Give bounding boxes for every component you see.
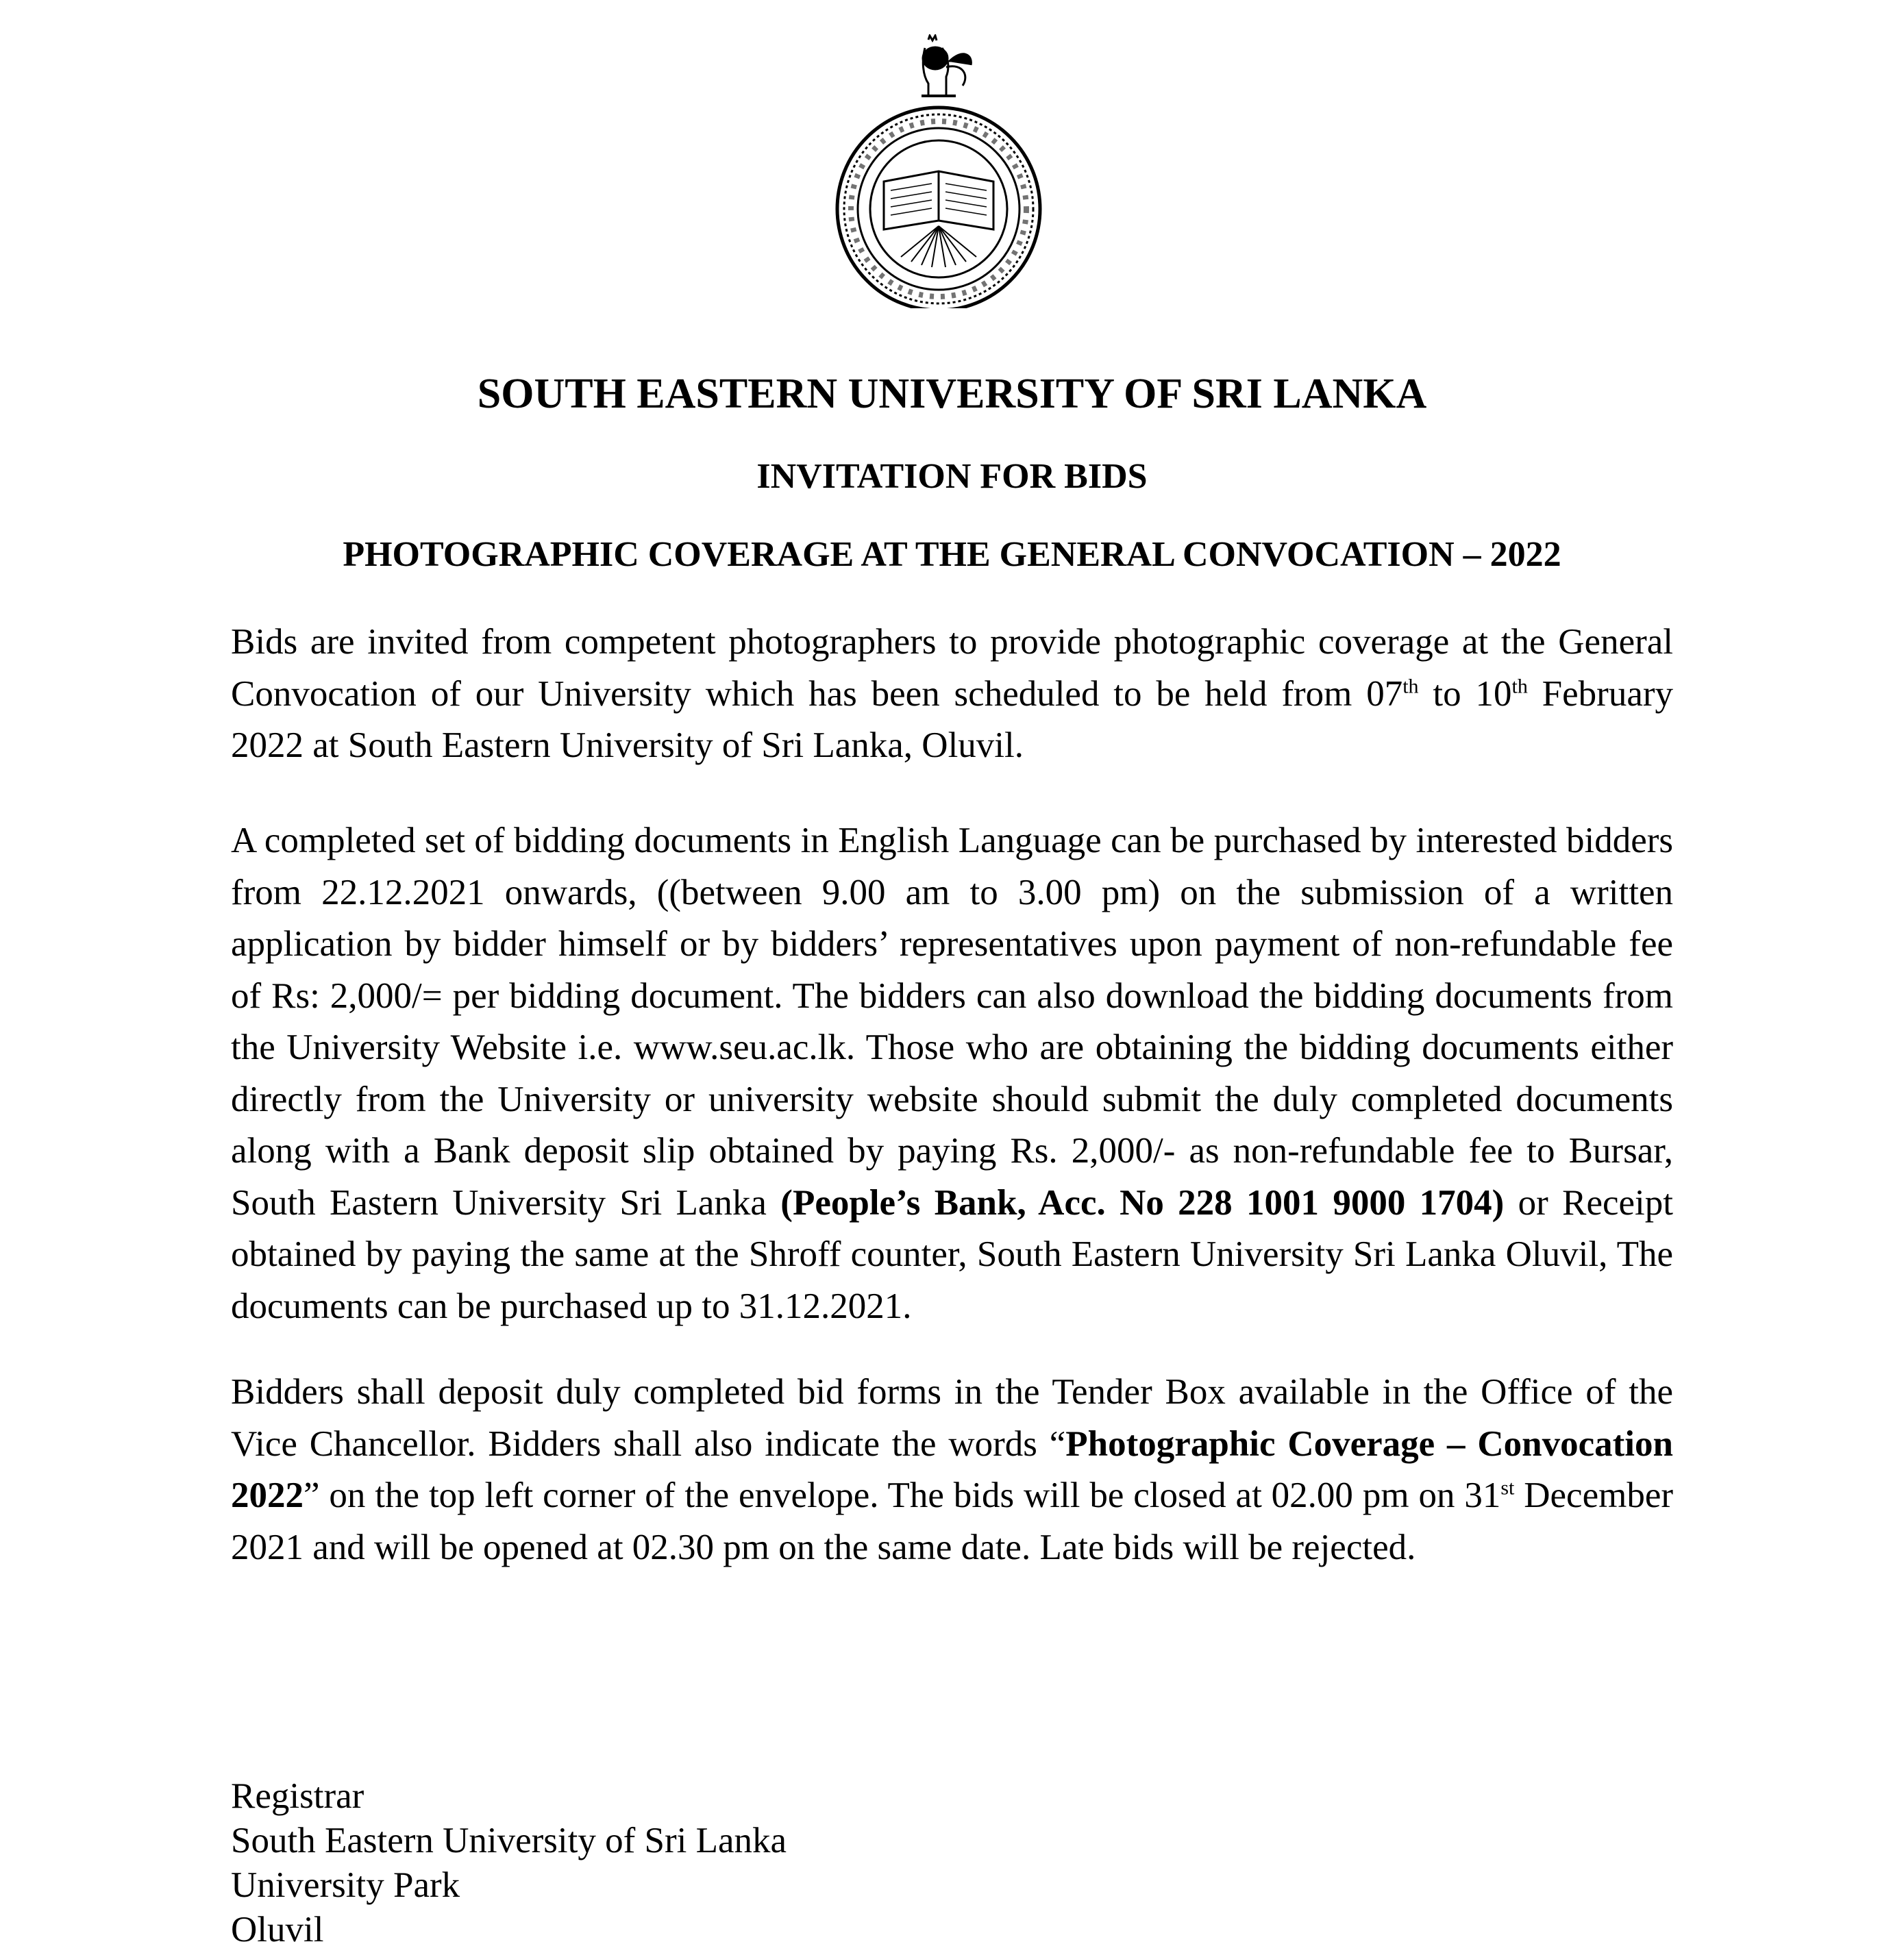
university-emblem-icon	[826, 34, 1052, 308]
notice-subject-heading: PHOTOGRAPHIC COVERAGE AT THE GENERAL CONVOCATION – 2022	[343, 535, 1561, 574]
paragraph-submission-text: Bidders shall deposit duly completed bid forms in the Tender Box available in the Office of the Vice Chancellor. Bidders shall also indicate the words “	[231, 1372, 1673, 1464]
ordinal-suffix: th	[1402, 674, 1419, 697]
ordinal-suffix: st	[1500, 1476, 1515, 1499]
paragraph-invitation-text: Bids are invited from competent photographers to provide photographic coverage at the General Convocation of our University which has been scheduled to be held from 07	[231, 622, 1673, 714]
notice-type-heading: INVITATION FOR BIDS	[756, 457, 1148, 496]
ordinal-suffix: th	[1511, 674, 1528, 697]
paragraph-bidding-text: or Receipt obtained by paying the same at the Shroff counter, South Eastern University Sri Lanka Oluvil, The documents can be purchased up to 31.12.2021.	[231, 1182, 1673, 1326]
paragraph-invitation-text: to 10	[1418, 673, 1512, 714]
paragraph-invitation-text: February 2022 at South Eastern University of Sri Lanka, Oluvil.	[231, 673, 1673, 765]
signature-address-line: University Park	[231, 1865, 460, 1905]
paragraph-submission-text: December 2021 and will be opened at 02.30 pm on the same date. Late bids will be rejected.	[231, 1475, 1673, 1567]
envelope-marking: Photographic Coverage – Convocation 2022	[231, 1423, 1673, 1515]
bank-account-details: (People’s Bank, Acc. No 228 1001 9000 1704)	[780, 1182, 1505, 1223]
paragraph-submission-text: ” on the top left corner of the envelope. The bids will be closed at 02.00 pm on 31	[304, 1475, 1501, 1515]
signature-address-line: Oluvil	[231, 1910, 324, 1950]
paragraph-bidding-text: A completed set of bidding documents in English Language can be purchased by interested bidders from 22.12.2021 onwards, ((between 9.00 am to 3.00 pm) on the submission of a written application by bidder himself or by bidders’ representatives upon payment of non-refundable fee of Rs: 2,000/= per bidding document. The bidders can also download the bidding documents from the University Website i.e. www.seu.ac.lk. Those who are obtaining the bidding documents either directly from the University or university website should submit the duly completed documents along with a Bank deposit slip obtained by paying Rs. 2,000/- as non-refundable fee to Bursar, South Eastern University Sri Lanka	[231, 821, 1673, 1223]
signature-organization: South Eastern University of Sri Lanka	[231, 1821, 787, 1860]
paragraph-submission	[231, 1367, 1673, 1573]
paragraph-bidding-documents	[231, 815, 1673, 1332]
paragraph-invitation	[231, 617, 1673, 772]
signature-block	[231, 1774, 787, 1952]
university-title: SOUTH EASTERN UNIVERSITY OF SRI LANKA	[477, 371, 1427, 417]
signature-title: Registrar	[231, 1776, 364, 1816]
